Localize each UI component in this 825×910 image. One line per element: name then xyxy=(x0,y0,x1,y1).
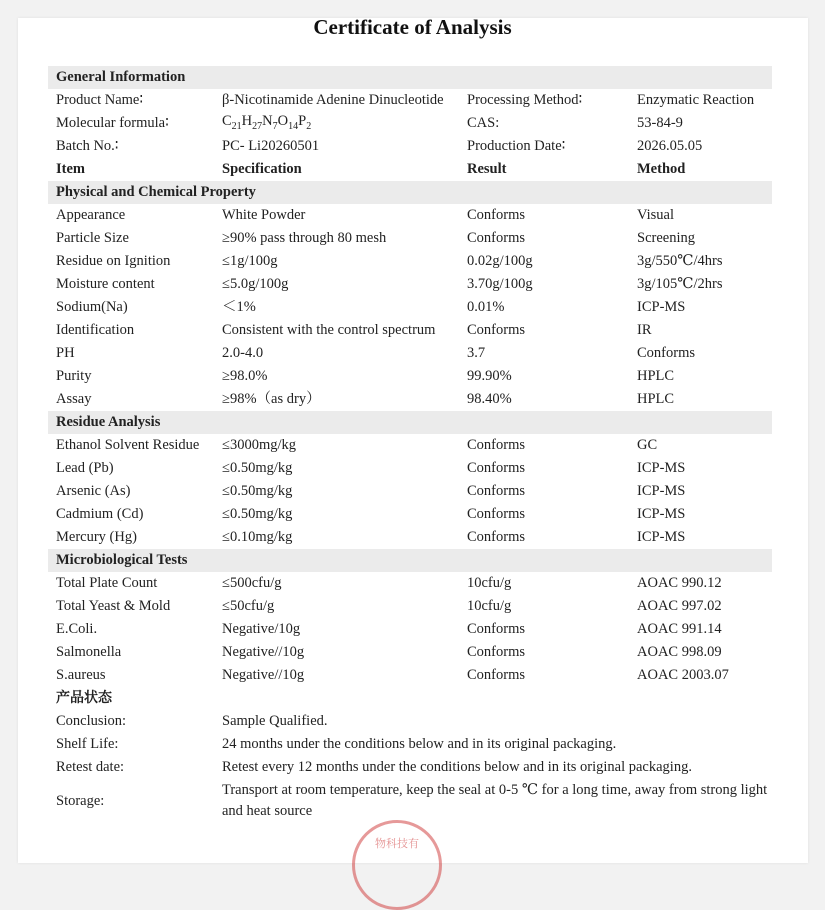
row-specification: ≤1g/100g xyxy=(222,253,278,269)
row-result: 3.70g/100g xyxy=(467,276,533,292)
table-row xyxy=(48,503,772,526)
formula-subscript: 27 xyxy=(252,120,263,132)
status-value: 24 months under the conditions below and in its original packaging. xyxy=(222,736,617,752)
row-item: Ethanol Solvent Residue xyxy=(56,437,200,453)
table-row xyxy=(48,756,772,779)
table-row xyxy=(48,273,772,296)
row-method: ICP-MS xyxy=(637,529,686,545)
row-specification: ≤0.50mg/kg xyxy=(222,460,293,476)
physical-chemical-rows xyxy=(48,204,772,411)
row-result: 10cfu/g xyxy=(467,598,512,614)
table-row xyxy=(48,595,772,618)
row-method: 53-84-9 xyxy=(637,115,683,131)
row-item: Total Yeast & Mold xyxy=(56,598,171,614)
row-method: AOAC 998.09 xyxy=(637,644,722,660)
row-item: PH xyxy=(56,345,75,361)
row-result: Conforms xyxy=(467,322,525,338)
status-value: Transport at room temperature, keep the seal at 0-5 ℃ for a long time, away from strong light and heat source xyxy=(222,782,768,819)
row-specification: White Powder xyxy=(222,207,306,223)
document-title: Certificate of Analysis xyxy=(313,15,512,39)
row-item: Cadmium (Cd) xyxy=(56,506,144,522)
row-item: Residue on Ignition xyxy=(56,253,171,269)
column-item: Item xyxy=(56,161,85,177)
table-row xyxy=(48,572,772,595)
row-specification: β-Nicotinamide Adenine Dinucleotide xyxy=(222,92,444,108)
status-label: Shelf Life: xyxy=(56,736,119,752)
row-method: IR xyxy=(637,322,652,338)
product-status-rows xyxy=(48,710,772,823)
table-row xyxy=(48,434,772,457)
row-specification: ≤5.0g/100g xyxy=(222,276,289,292)
row-method: AOAC 991.14 xyxy=(637,621,722,637)
row-result: Processing Method∶ xyxy=(467,92,583,108)
row-specification: ≤0.50mg/kg xyxy=(222,483,293,499)
row-specification: ≥98.0% xyxy=(222,368,268,384)
row-method: AOAC 2003.07 xyxy=(637,667,729,683)
row-item: Salmonella xyxy=(56,644,122,660)
row-item: Particle Size xyxy=(56,230,129,246)
table-row xyxy=(48,365,772,388)
row-method: 2026.05.05 xyxy=(637,138,703,154)
row-specification: 2.0-4.0 xyxy=(222,345,264,361)
row-specification: ≤0.50mg/kg xyxy=(222,506,293,522)
row-result: 98.40% xyxy=(467,391,512,407)
row-item: Batch No.∶ xyxy=(56,138,119,154)
row-specification: Consistent with the control spectrum xyxy=(222,322,436,338)
formula-element: P xyxy=(298,112,307,129)
row-specification: ≥98%（as dry） xyxy=(222,391,321,407)
row-result: 99.90% xyxy=(467,368,512,384)
microbiological-rows xyxy=(48,572,772,687)
row-item: Assay xyxy=(56,391,92,407)
table-row xyxy=(48,457,772,480)
formula-subscript: 7 xyxy=(272,120,278,132)
row-method: Screening xyxy=(637,230,695,246)
row-result: Conforms xyxy=(467,207,525,223)
row-result: Conforms xyxy=(467,460,525,476)
row-specification: PC- Li20260501 xyxy=(222,138,320,154)
row-result: Conforms xyxy=(467,667,525,683)
row-result: Conforms xyxy=(467,621,525,637)
table-row xyxy=(48,388,772,411)
row-method: AOAC 997.02 xyxy=(637,598,722,614)
row-result: Conforms xyxy=(467,506,525,522)
table-row xyxy=(48,319,772,342)
row-method: HPLC xyxy=(637,368,675,384)
row-method: Enzymatic Reaction xyxy=(637,92,755,108)
row-specification: ≤0.10mg/kg xyxy=(222,529,293,545)
row-item: Product Name∶ xyxy=(56,92,144,108)
row-result: 0.01% xyxy=(467,299,505,315)
row-result: CAS: xyxy=(467,115,500,131)
column-specification: Specification xyxy=(222,161,302,177)
row-method: Conforms xyxy=(637,345,695,361)
formula-element: N xyxy=(262,112,273,129)
formula-subscript: 14 xyxy=(288,120,299,132)
row-item: Moisture content xyxy=(56,276,155,292)
row-item: Molecular formula∶ xyxy=(56,115,169,131)
status-value: Retest every 12 months under the conditions below and in its original packaging. xyxy=(222,759,692,775)
row-item: Purity xyxy=(56,368,92,384)
row-method: ICP-MS xyxy=(637,506,686,522)
row-item: Sodium(Na) xyxy=(56,299,128,315)
row-result: 0.02g/100g xyxy=(467,253,533,269)
row-item: Identification xyxy=(56,322,135,338)
row-item: Arsenic (As) xyxy=(56,483,131,499)
row-specification: ≤50cfu/g xyxy=(222,598,275,614)
status-label: Retest date: xyxy=(56,759,125,775)
section-microbiological-tests: Microbiological Tests xyxy=(48,549,772,572)
column-result: Result xyxy=(467,161,507,177)
table-row xyxy=(48,204,772,227)
column-method: Method xyxy=(637,161,686,177)
formula-element: H xyxy=(241,112,253,129)
table-row xyxy=(48,296,772,319)
row-item: S.aureus xyxy=(56,667,106,683)
row-method: HPLC xyxy=(637,391,675,407)
row-result: Conforms xyxy=(467,644,525,660)
table-row xyxy=(48,641,772,664)
row-method: 3g/550℃/4hrs xyxy=(637,253,723,269)
row-specification: ≤500cfu/g xyxy=(222,575,282,591)
row-item: E.Coli. xyxy=(56,621,98,637)
row-item: Total Plate Count xyxy=(56,575,158,591)
row-result: Conforms xyxy=(467,483,525,499)
section-product-status: 产品状态 xyxy=(48,687,772,710)
table-row xyxy=(48,480,772,503)
status-value: Sample Qualified. xyxy=(222,713,328,729)
row-method: ICP-MS xyxy=(637,460,686,476)
section-residue-analysis: Residue Analysis xyxy=(48,411,772,434)
table-row xyxy=(48,250,772,273)
certificate-table xyxy=(48,66,772,823)
row-result: Production Date∶ xyxy=(467,138,566,154)
row-result: Conforms xyxy=(467,230,525,246)
row-method: ICP-MS xyxy=(637,483,686,499)
formula-element: O xyxy=(277,112,289,129)
table-row xyxy=(48,526,772,549)
row-specification: Negative//10g xyxy=(222,667,305,683)
row-method: AOAC 990.12 xyxy=(637,575,722,591)
table-row xyxy=(48,779,772,823)
column-header-row xyxy=(48,158,772,181)
formula-subscript: 21 xyxy=(231,120,242,132)
row-result: Conforms xyxy=(467,437,525,453)
status-label: Conclusion: xyxy=(56,713,127,729)
table-row xyxy=(48,89,772,112)
general-information-rows xyxy=(48,89,772,158)
row-result: 10cfu/g xyxy=(467,575,512,591)
row-specification: Negative//10g xyxy=(222,644,305,660)
table-row xyxy=(48,342,772,365)
row-method: ICP-MS xyxy=(637,299,686,315)
row-specification: ≤3000mg/kg xyxy=(222,437,297,453)
section-general-information: General Information xyxy=(48,66,772,89)
formula-subscript: 2 xyxy=(306,120,312,132)
row-result: 3.7 xyxy=(467,345,486,361)
status-label: Storage: xyxy=(56,792,105,809)
table-row xyxy=(48,112,772,135)
company-seal-stamp xyxy=(352,820,442,910)
table-row xyxy=(48,710,772,733)
table-row xyxy=(48,227,772,250)
row-specification xyxy=(214,110,459,138)
row-method: 3g/105℃/2hrs xyxy=(637,276,723,292)
row-item: Lead (Pb) xyxy=(56,460,114,476)
table-row xyxy=(48,618,772,641)
table-row xyxy=(48,733,772,756)
formula-element: C xyxy=(222,112,232,129)
row-specification: Negative/10g xyxy=(222,621,301,637)
row-specification: ≥90% pass through 80 mesh xyxy=(222,230,387,246)
row-method: GC xyxy=(637,437,658,453)
row-method: Visual xyxy=(637,207,674,223)
residue-analysis-rows xyxy=(48,434,772,549)
row-item: Appearance xyxy=(56,207,126,223)
row-result: Conforms xyxy=(467,529,525,545)
row-item: Mercury (Hg) xyxy=(56,529,137,545)
stamp-text: 物科技有 xyxy=(375,837,419,850)
section-physical-chemical: Physical and Chemical Property xyxy=(48,181,772,204)
table-row xyxy=(48,135,772,158)
table-row xyxy=(48,664,772,687)
row-specification: ＜1% xyxy=(222,299,256,315)
